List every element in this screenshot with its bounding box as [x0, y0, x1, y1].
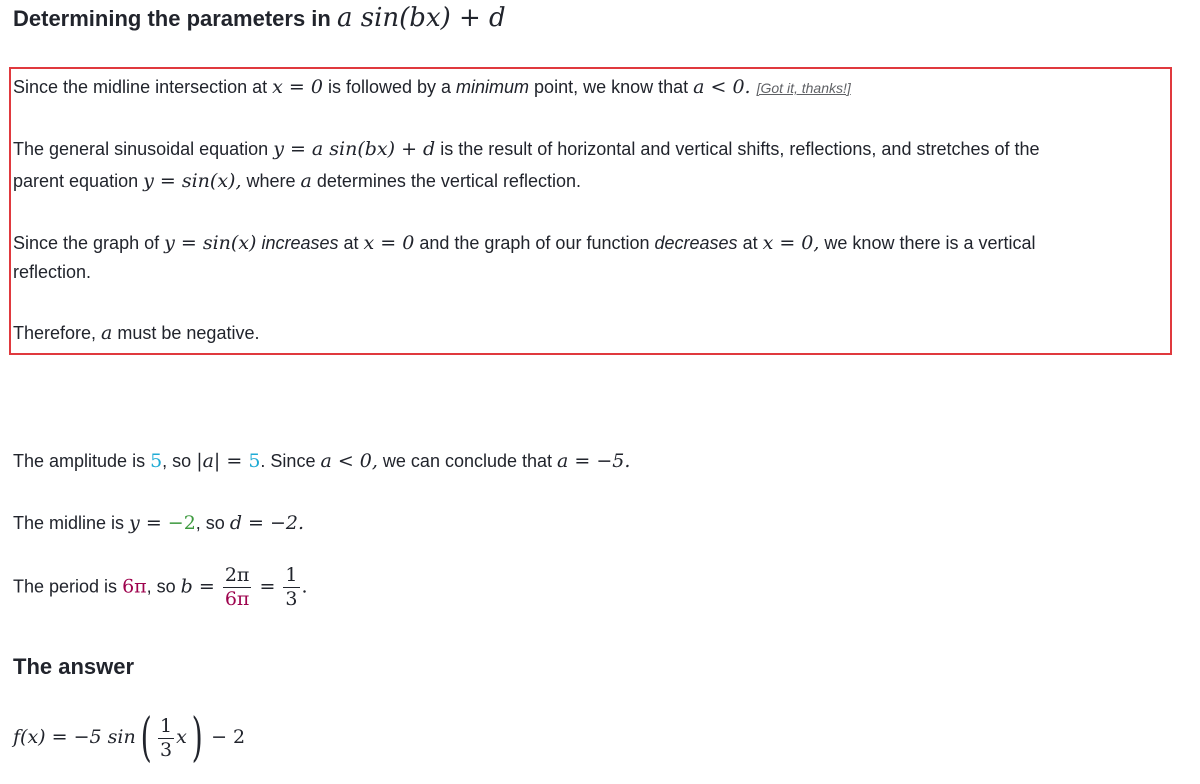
- math-expression: x = 0,: [762, 232, 820, 254]
- hint-text: where: [241, 171, 301, 191]
- period-mark: .: [301, 575, 308, 598]
- fraction-numerator: 1: [159, 714, 173, 737]
- math-expression: a = −5.: [557, 450, 631, 472]
- emphasis-text: decreases: [654, 233, 738, 253]
- math-expression: d = −2.: [229, 512, 305, 534]
- fraction-one-third: [283, 566, 299, 609]
- midline-value: −2: [167, 512, 196, 534]
- period-step: [13, 566, 308, 609]
- hint-paragraph-2-line-1: [13, 138, 1040, 160]
- fraction-denominator: 3: [159, 738, 173, 761]
- math-expression: a: [101, 322, 113, 344]
- hint-box: [9, 67, 1172, 355]
- emphasis-text: minimum: [456, 77, 530, 97]
- step-text: . Since: [260, 451, 321, 471]
- emphasis-text: increases: [256, 233, 339, 253]
- hint-paragraph-1: [13, 76, 851, 98]
- math-expression: y = sin(x): [164, 232, 257, 254]
- amplitude-step: [13, 450, 630, 472]
- hint-text: we know there is a vertical: [819, 233, 1036, 253]
- step-text: , so: [195, 513, 230, 533]
- amplitude-value: 5: [248, 450, 261, 472]
- hint-paragraph-3-line-2: [13, 262, 91, 283]
- hint-text: Since the midline intersection at: [13, 77, 273, 97]
- hint-paragraph-3-line-1: [13, 232, 1036, 254]
- math-expression: a < 0.: [693, 76, 751, 98]
- math-expression: x = 0: [272, 76, 323, 98]
- open-paren: (: [140, 708, 152, 768]
- fraction-one-third: [158, 714, 174, 761]
- math-expression: a: [300, 170, 312, 192]
- formula-variable: x: [176, 725, 187, 748]
- step-text: The period is: [13, 576, 123, 597]
- amplitude-value: 5: [150, 450, 163, 472]
- step-text: The midline is: [13, 513, 130, 533]
- formula-tail: − 2: [211, 725, 246, 748]
- hint-text: point, we know that: [529, 77, 694, 97]
- fraction-denominator: 6π: [224, 588, 250, 610]
- hint-text: at: [338, 233, 364, 253]
- hint-text: is followed by a: [322, 77, 457, 97]
- hint-text: determines the vertical reflection.: [311, 171, 581, 191]
- equals-sign: =: [253, 575, 282, 598]
- fraction-denominator: 3: [285, 588, 298, 610]
- fraction-numerator: 1: [285, 564, 298, 586]
- hint-text: and the graph of our function: [414, 233, 655, 253]
- title-text: Determining the parameters in: [13, 6, 337, 31]
- hint-text: must be negative.: [112, 323, 260, 343]
- math-expression: y =: [129, 512, 168, 534]
- math-expression: x = 0: [363, 232, 415, 254]
- got-it-thanks-link[interactable]: [Got it, thanks!]: [756, 80, 851, 96]
- step-text: , so: [162, 451, 197, 471]
- step-text: , so: [146, 576, 181, 597]
- fraction-numerator: 2π: [224, 564, 250, 586]
- hint-text: The general sinusoidal equation: [13, 139, 274, 159]
- math-expression: b =: [180, 575, 221, 598]
- math-expression: a < 0,: [320, 450, 378, 472]
- hint-text: at: [737, 233, 763, 253]
- step-text: we can conclude that: [377, 451, 558, 471]
- period-value: 6π: [122, 575, 147, 598]
- math-expression: y = sin(x),: [143, 170, 242, 192]
- math-expression: y = a sin(bx) + d: [273, 138, 436, 160]
- answer-heading: The answer: [13, 654, 135, 679]
- step-text: The amplitude is: [13, 451, 151, 471]
- title-math: a sin(bx) + d: [336, 3, 506, 33]
- formula-lhs: f(x) = −5 sin: [13, 725, 136, 748]
- math-expression: |a| =: [196, 450, 249, 472]
- close-paren: ): [191, 708, 203, 768]
- section-title: [13, 3, 506, 33]
- hint-text: Since the graph of: [13, 233, 165, 253]
- hint-paragraph-4: [13, 322, 259, 344]
- midline-step: [13, 512, 304, 534]
- hint-text: Therefore,: [13, 323, 102, 343]
- fraction-2pi-over-6pi: [223, 566, 252, 609]
- hint-text: parent equation: [13, 171, 144, 191]
- answer-formula: [13, 708, 246, 768]
- hint-text: reflection.: [13, 262, 92, 282]
- hint-text: is the result of horizontal and vertical shifts, reflections, and stretches of the: [435, 139, 1040, 159]
- hint-paragraph-2-line-2: [13, 170, 581, 192]
